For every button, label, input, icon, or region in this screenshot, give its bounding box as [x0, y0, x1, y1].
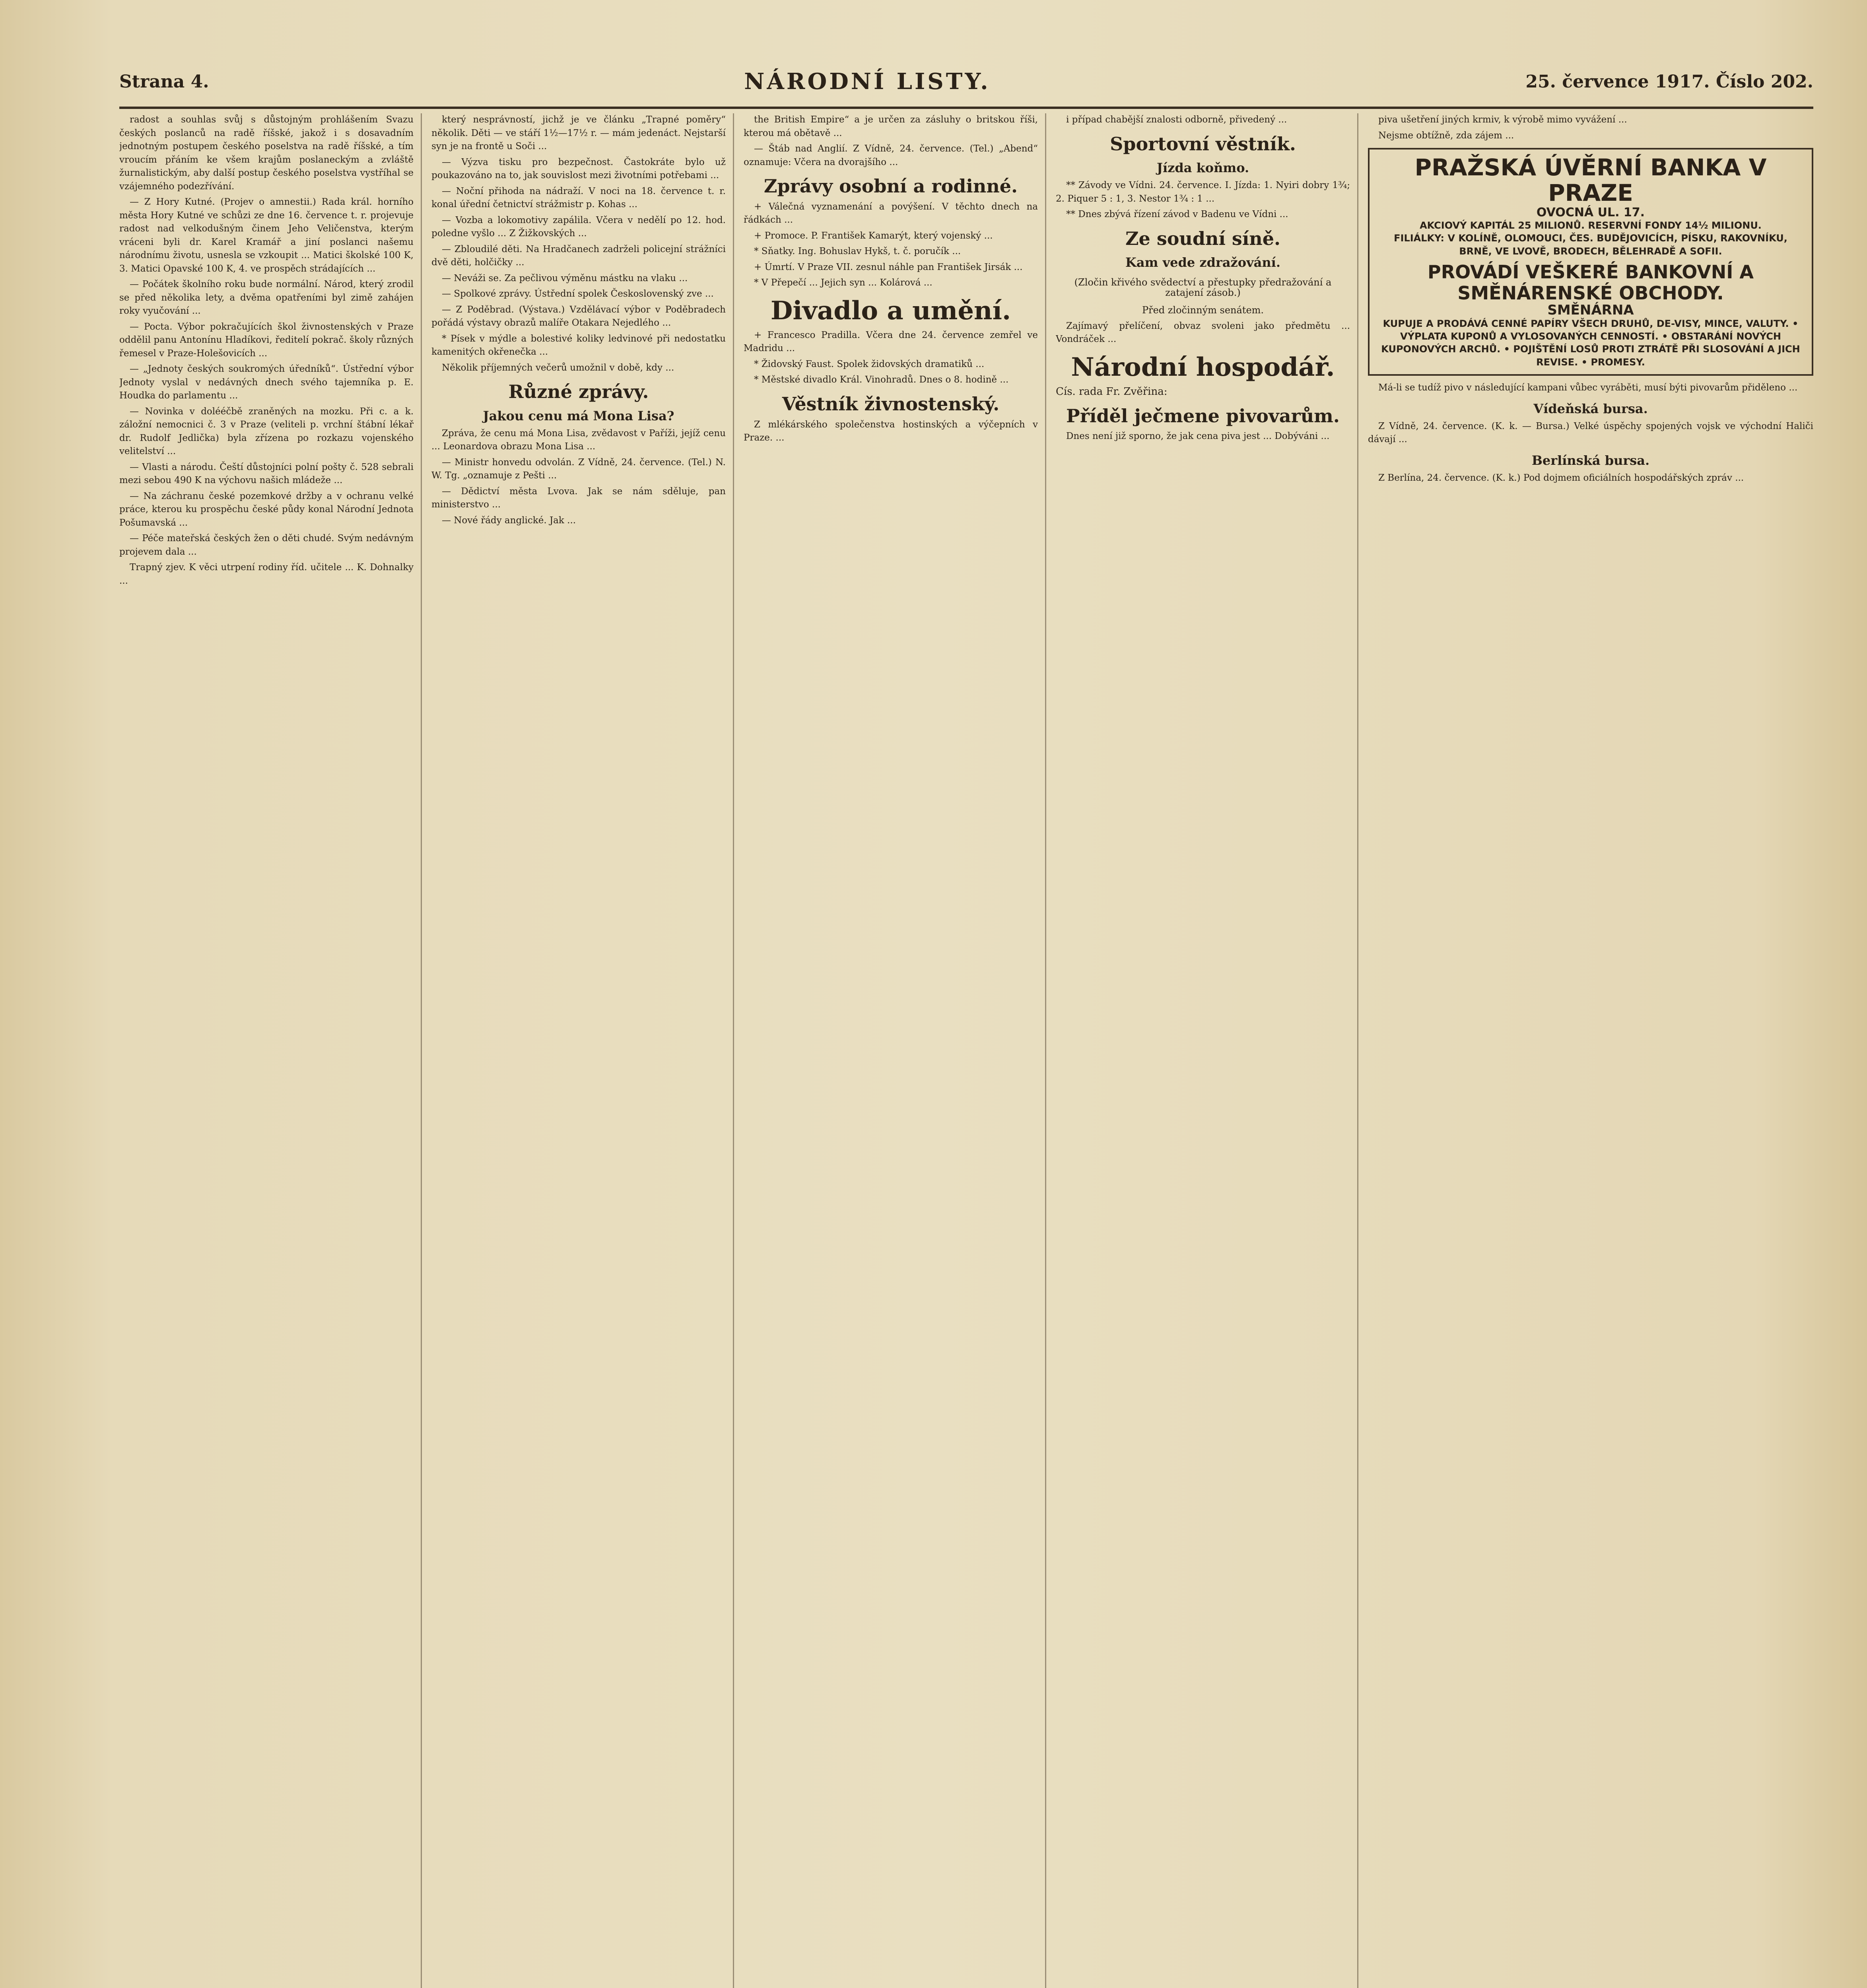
article-text: radost a souhlas svůj s důstojným prohlášením Svazu českých poslanců na radě říšské, jakož i s dosavadním jednotným postupem českého poselstva na radě říšské, a tím vroucím přáním ke všem krajům poslaneckým a zvláště žurnalistickým, aby další postup českého poselstva vystříhal se vzájemného podezřívání.: [119, 115, 414, 192]
ad-exchange-desc: KUPUJE A PRODÁVÁ CENNÉ PAPÍRY VŠECH DRUHŮ, DE-VISY, MINCE, VALUTY. • VÝPLATA KUPONŮ A VYLOSOVANÝCH CENNOSTÍ. • OBSTARÁNÍ NOVÝCH KUPONOVÝCH ARCHŮ. • POJIŠTĚNÍ LOSŮ PROTI ZTRÁTĚ PŘI SLOSOVÁNÍ A JICH REVISE. • PROMESY.: [1381, 318, 1800, 368]
article-text: + Promoce. P. František Kamarýt, který vojenský ...: [754, 230, 993, 241]
article-text: + Úmrtí. V Praze VII. zesnul náhle pan František Jirsák ...: [754, 262, 1023, 272]
article-text: i případ chabější znalosti odborně, přivedený ...: [1066, 115, 1287, 125]
article-text: * V Přepečí ... Jejich syn ... Kolárová ...: [754, 278, 933, 288]
section-heading: Věstník živnostenský.: [782, 393, 1000, 415]
article-text: který nesprávností, jichž je ve článku „Trapné poměry“ několik. Děti — ve stáří 1½—17½ r. — mám jedenáct. Nejstarší syn je na frontě u Soči ...: [431, 115, 726, 151]
article-text: Zpráva, že cenu má Mona Lisa, zvědavost v Paříži, jejíž cenu ... Leonardova obrazu Mona Lisa ...: [431, 428, 726, 452]
bank-advertisement: [1368, 148, 1813, 376]
author-line: Cís. rada Fr. Zvěřina:: [1056, 386, 1168, 398]
article-text: — Dědictví města Lvova. Jak se nám sděluje, pan ministerstvo ...: [431, 486, 726, 510]
article-text: + Válečná vyznamenání a povýšení. V těchto dnech na řádkách ...: [744, 201, 1038, 225]
ad-services-title: PROVÁDÍ VEŠKERÉ BANKOVNÍ A SMĚNÁRENSKÉ OBCHODY.: [1428, 261, 1754, 304]
article-text: Z mlékárského společenstva hostinských a výčepních v Praze. ...: [744, 419, 1038, 443]
article-heading: Berlínská bursa.: [1531, 452, 1650, 468]
section-heading: Zprávy osobní a rodinné.: [764, 175, 1018, 197]
ad-title: PRAŽSKÁ ÚVĚRNÍ BANKA V PRAZE: [1414, 154, 1767, 206]
article-heading: Kam vede zdražování.: [1125, 255, 1280, 270]
column-2: [431, 113, 726, 1988]
section-heading: Národní hospodář.: [1071, 352, 1335, 382]
article-text: Má-li se tudíž pivo v následující kampani vůbec vyráběti, musí býti pivovarům přiděleno ...: [1378, 382, 1798, 393]
article-text: — Z Hory Kutné. (Projev o amnestii.) Rada král. horního města Hory Kutné ve schůzi ze dne 16. července t. r. projevuje radost nad velkodušným činem Jeho Veličenstva, kterým vráceni byli dr. Karel Kramář a jiní poslanci našemu národnímu životu, usnesla se vzkoupit ... Matici školské 100 K, 3. Matici Opavské 100 K, 4. ve prospěch strádajících ...: [119, 197, 414, 274]
article-text: Zajímavý přelíčení, obvaz svoleni jako předmětu ... Vondráček ...: [1056, 320, 1350, 345]
article-text: — Výzva tisku pro bezpečnost. Častokráte bylo už poukazováno na to, jak souvislost mezi životními potřebami ...: [431, 157, 726, 181]
masthead-rule: [119, 107, 1813, 109]
article-text: * Písek v mýdle a bolestivé koliky ledvinové při nedostatku kamenitých okřenečka ...: [431, 333, 726, 357]
article-text: ** Závody ve Vídni. 24. července. I. Jízda: 1. Nyiri dobry 1¾; 2. Piquer 5 : 1, 3. Nestor 1¾ : 1 ...: [1056, 180, 1350, 204]
article-text: Nejsme obtížně, zda zájem ...: [1378, 130, 1514, 141]
article-text: * Židovský Faust. Spolek židovských dramatiků ...: [754, 359, 985, 369]
article-text: — Spolkové zprávy. Ústřední spolek Československý zve ...: [442, 289, 714, 299]
article-text: — Vozba a lokomotivy zapálila. Včera v nedělí po 12. hod. poledne vyšlo ... Z Žižkovských ...: [431, 215, 726, 239]
column-3: [744, 113, 1038, 1988]
column-1: [119, 113, 414, 1988]
article-text: — Štáb nad Anglií. Z Vídně, 24. července. (Tel.) „Abend“ oznamuje: Včera na dvorajšího ...: [744, 144, 1038, 167]
article-heading: Vídeňská bursa.: [1533, 401, 1648, 416]
article-text: Dnes není již sporno, že jak cena piva jest ... Dobýváni ...: [1066, 431, 1330, 442]
article-text: ** Dnes zbývá řízení závod v Badenu ve Vídni ...: [1066, 209, 1288, 220]
article-text: — Pocta. Výbor pokračujících škol živnostenských v Praze oddělil panu Antonínu Hladíkovi, ředitelí pokrač. školy různých řemesel v Praze-Holešovicích ...: [119, 321, 414, 359]
ad-branches: FILIÁLKY: V KOLÍNĚ, OLOMOUCI, ČES. BUDĚJOVICÍCH, PÍSKU, RAKOVNÍKU, BRNĚ, VE LVOVĚ, BRODECH, BĚLEHRADĚ A SOFII.: [1394, 233, 1787, 257]
article-text: — Na záchranu české pozemkové držby a v ochranu velké práce, kterou ku prospěchu české půdy konal Národní Jednota Pošumavská ...: [119, 491, 414, 528]
article-text: — Ministr honvedu odvolán. Z Vídně, 24. července. (Tel.) N. W. Tg. „oznamuje z Pešti ...: [431, 457, 726, 481]
ad-exchange-title: SMĚNÁRNA: [1547, 302, 1634, 318]
article-text: — Noční přihoda na nádraží. V noci na 18. července t. r. konal úřední četnictví strážmistr p. Kohas ...: [431, 186, 726, 210]
column-rule: [421, 113, 422, 1988]
article-text: — Zbloudilé děti. Na Hradčanech zadrželi policejní strážníci dvě děti, holčičky ...: [431, 244, 726, 268]
section-heading: Různé zprávy.: [508, 381, 649, 402]
article-text: — Vlasti a národu. Čeští důstojníci polní pošty č. 528 sebrali mezi sebou 490 K na výchovu našich mládeže ...: [119, 462, 414, 485]
article-text: — Péče mateřská českých žen o děti chudé. Svým nedávným projevem dala ...: [119, 533, 414, 557]
column-rule: [1357, 113, 1358, 1988]
article-text: * Městské divadlo Král. Vinohradů. Dnes o 8. hodině ...: [754, 375, 1009, 385]
article-heading: Jakou cenu má Mona Lisa?: [483, 408, 674, 423]
section-heading: Ze soudní síně.: [1125, 227, 1281, 249]
section-heading: Divadlo a umění.: [770, 295, 1011, 326]
article-text: Trapný zjev. K věci utrpení rodiny říd. učitele ... K. Dohnalky ...: [119, 562, 414, 586]
article-subheading: (Zločin křivého svědectví a přestupky předražování a zatajení zásob.): [1074, 276, 1332, 298]
page-number: Strana 4.: [119, 71, 209, 92]
article-text: — Novinka v dolééčbě zraněných na mozku. Při c. a k. záložní nemocnici č. 3 v Praze (veliteli p. vrchní štábní lékař dr. Rudolf Jedlička) byla zřízena po rozkazu vojenského velitelství ...: [119, 406, 414, 456]
ad-capital: AKCIOVÝ KAPITÁL 25 MILIONŮ. RESERVNÍ FONDY 14½ MILIONU.: [1420, 220, 1762, 231]
article-text: the British Empire“ a je určen za zásluhy o britskou říši, kterou má obětavě ...: [744, 115, 1038, 138]
article-text: — Počátek školního roku bude normální. Národ, který zrodil se před několika lety, a dvěma opatřeními byl zimě zahájen roky vyučování ...: [119, 279, 414, 316]
article-text: Z Vídně, 24. července. (K. k. — Bursa.) Velké úspěchy spojených vojsk ve východní Haliči dávají ...: [1368, 421, 1813, 445]
article-text: Z Berlína, 24. července. (K. k.) Pod dojmem oficiálních hospodářských zpráv ...: [1378, 472, 1744, 483]
ad-address: OVOCNÁ UL. 17.: [1536, 205, 1645, 219]
article-heading: Jízda koňmo.: [1156, 160, 1249, 176]
article-subheading: Před zločinným senátem.: [1142, 305, 1264, 316]
article-text: — „Jednoty českých soukromých úředníků“. Ústřední výbor Jednoty vyslal v nedávných dnech svého tajemníka p. E. Houdka do parlamentu ...: [119, 364, 414, 401]
article-text: — Nové řády anglické. Jak ...: [442, 515, 576, 526]
column-rule: [733, 113, 734, 1988]
article-text: * Sňatky. Ing. Bohuslav Hykš, t. č. poručík ...: [754, 246, 961, 257]
section-heading: Sportovní věstník.: [1110, 133, 1296, 155]
issue-date: 25. července 1917. Číslo 202.: [1525, 71, 1813, 92]
column-5: [1368, 113, 1813, 1988]
column-4: [1056, 113, 1350, 1988]
article-text: + Francesco Pradilla. Včera dne 24. července zemřel ve Madridu ...: [744, 330, 1038, 354]
masthead: [119, 60, 1813, 103]
article-text: Několik příjemných večerů umožnil v době, kdy ...: [442, 362, 674, 373]
newspaper-title: NÁRODNÍ LISTY.: [744, 68, 991, 95]
article-text: piva ušetření jiných krmiv, k výrobě mimo vyvážení ...: [1378, 115, 1627, 125]
article-text: — Z Poděbrad. (Výstava.) Vzdělávací výbor v Poděbradech pořádá výstavy obrazů malíře Otakara Nejedlého ...: [431, 304, 726, 328]
article-heading: Příděl ječmene pivovarům.: [1066, 405, 1340, 427]
column-rule: [1045, 113, 1046, 1988]
article-text: — Neváži se. Za pečlivou výměnu mástku na vlaku ...: [442, 273, 688, 283]
